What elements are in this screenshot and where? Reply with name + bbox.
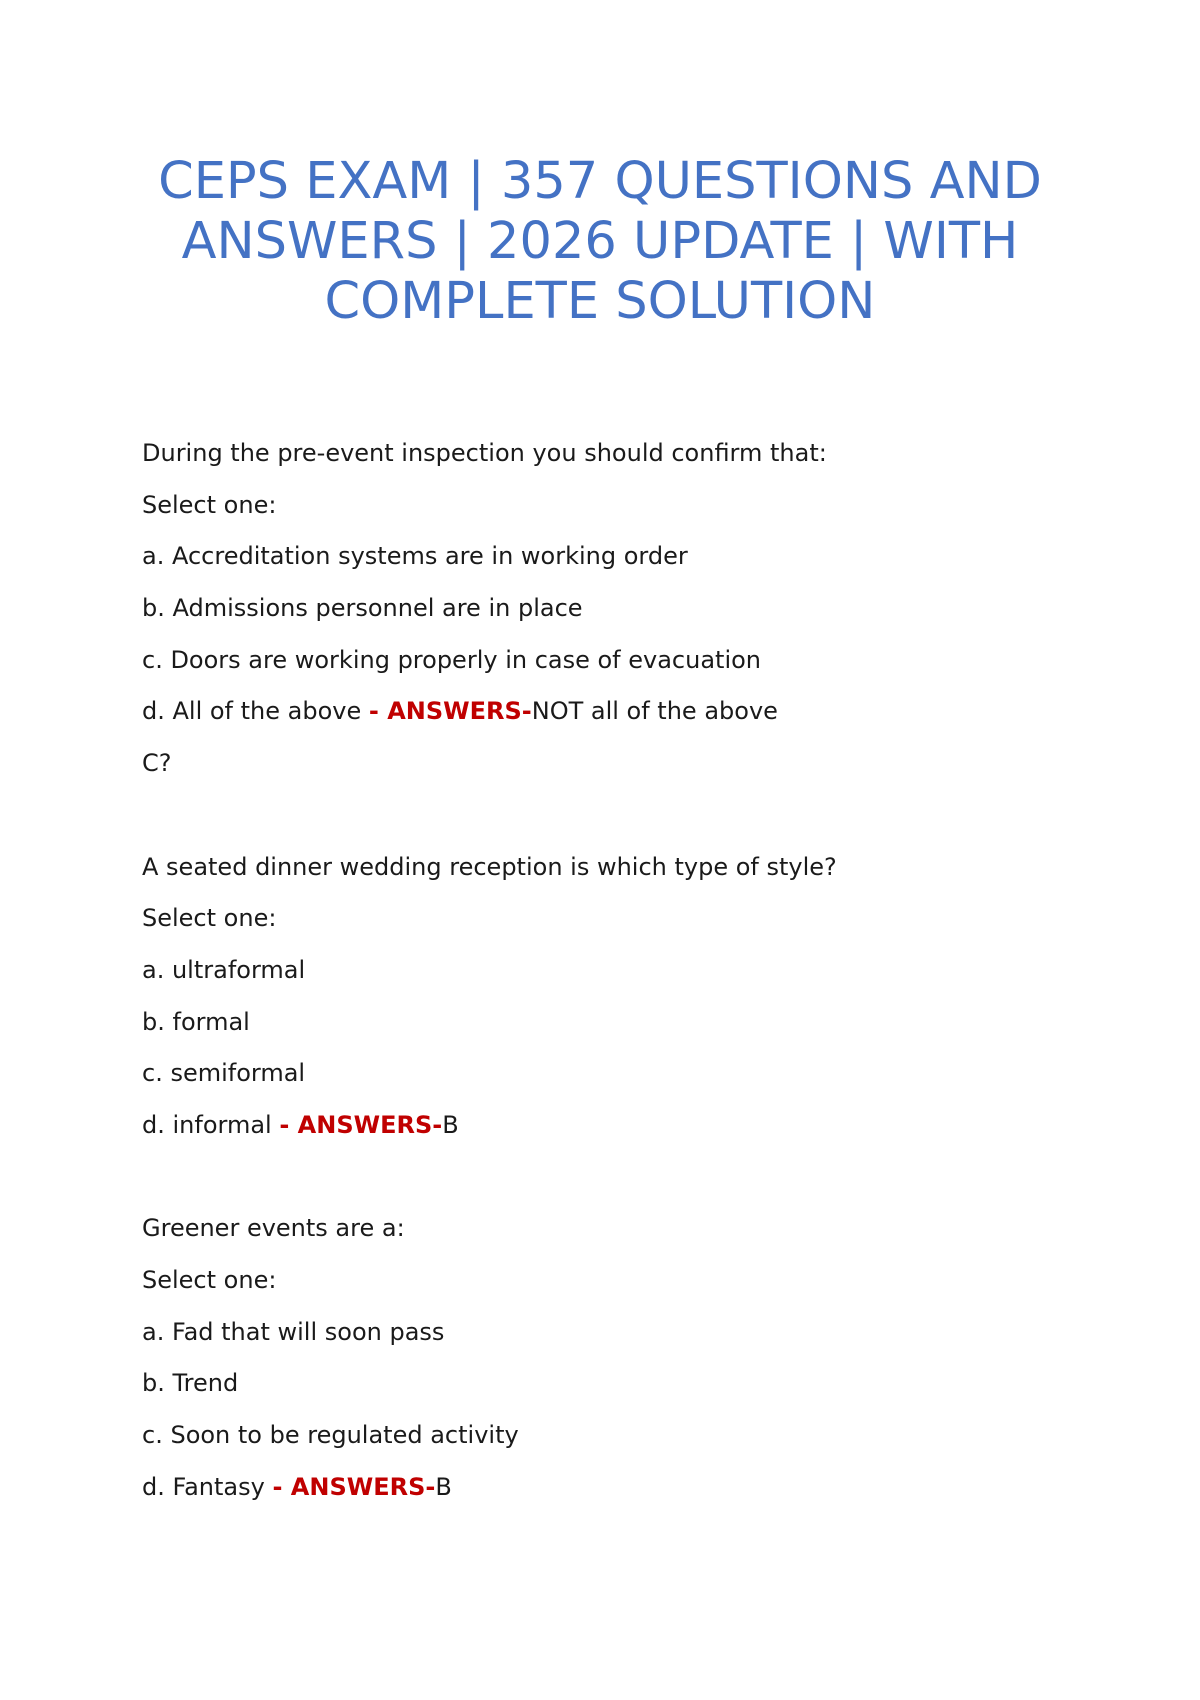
- answer-tag: - ANSWERS-: [272, 1472, 436, 1501]
- spacer: [142, 790, 1122, 842]
- question-text: During the pre-event inspection you should confirm that:: [142, 439, 827, 467]
- option-c: c. semiformal: [142, 1059, 306, 1088]
- option-c: c. Doors are working properly in case of evacuation: [142, 645, 762, 674]
- select-prompt: Select one:: [142, 490, 277, 519]
- answer-extra-line: C?: [142, 749, 172, 778]
- option-a: a. Fad that will soon pass: [142, 1317, 445, 1346]
- question-block: [142, 428, 1122, 790]
- question-text: A seated dinner wedding reception is which type of style?: [142, 852, 837, 881]
- option-a: a. Accreditation systems are in working order: [142, 542, 688, 571]
- answer-value: NOT all of the above: [531, 697, 778, 726]
- select-prompt: Select one:: [142, 904, 277, 933]
- option-c: c. Soon to be regulated activity: [142, 1421, 519, 1450]
- option-d-with-answer: [142, 1462, 1122, 1514]
- option-b: b. formal: [142, 1007, 250, 1036]
- option-d-with-answer: [142, 1100, 1122, 1152]
- questions-list: [142, 428, 1122, 1513]
- title-line: CEPS EXAM | 357 QUESTIONS AND: [158, 152, 1042, 211]
- select-prompt: Select one:: [142, 1266, 277, 1294]
- spacer: [142, 1152, 1122, 1204]
- answer-value: B: [435, 1472, 452, 1501]
- answer-tag: - ANSWERS-: [368, 697, 532, 726]
- option-b: b. Trend: [142, 1369, 239, 1398]
- answer-value: B: [442, 1110, 459, 1139]
- option-d: d. All of the above: [142, 697, 369, 726]
- option-d-with-answer: [142, 686, 1122, 738]
- question-block: [142, 842, 1122, 1152]
- document-title: [0, 152, 1200, 332]
- question-block: [142, 1203, 1122, 1513]
- option-a: a. ultraformal: [142, 955, 306, 984]
- answer-tag: - ANSWERS-: [279, 1110, 443, 1139]
- option-d: d. informal: [142, 1110, 280, 1139]
- option-b: b. Admissions personnel are in place: [142, 594, 583, 623]
- title-line: ANSWERS | 2026 UPDATE | WITH: [181, 212, 1019, 271]
- title-line: COMPLETE SOLUTION: [324, 272, 876, 331]
- question-text: Greener events are a:: [142, 1214, 405, 1243]
- option-d: d. Fantasy: [142, 1472, 273, 1501]
